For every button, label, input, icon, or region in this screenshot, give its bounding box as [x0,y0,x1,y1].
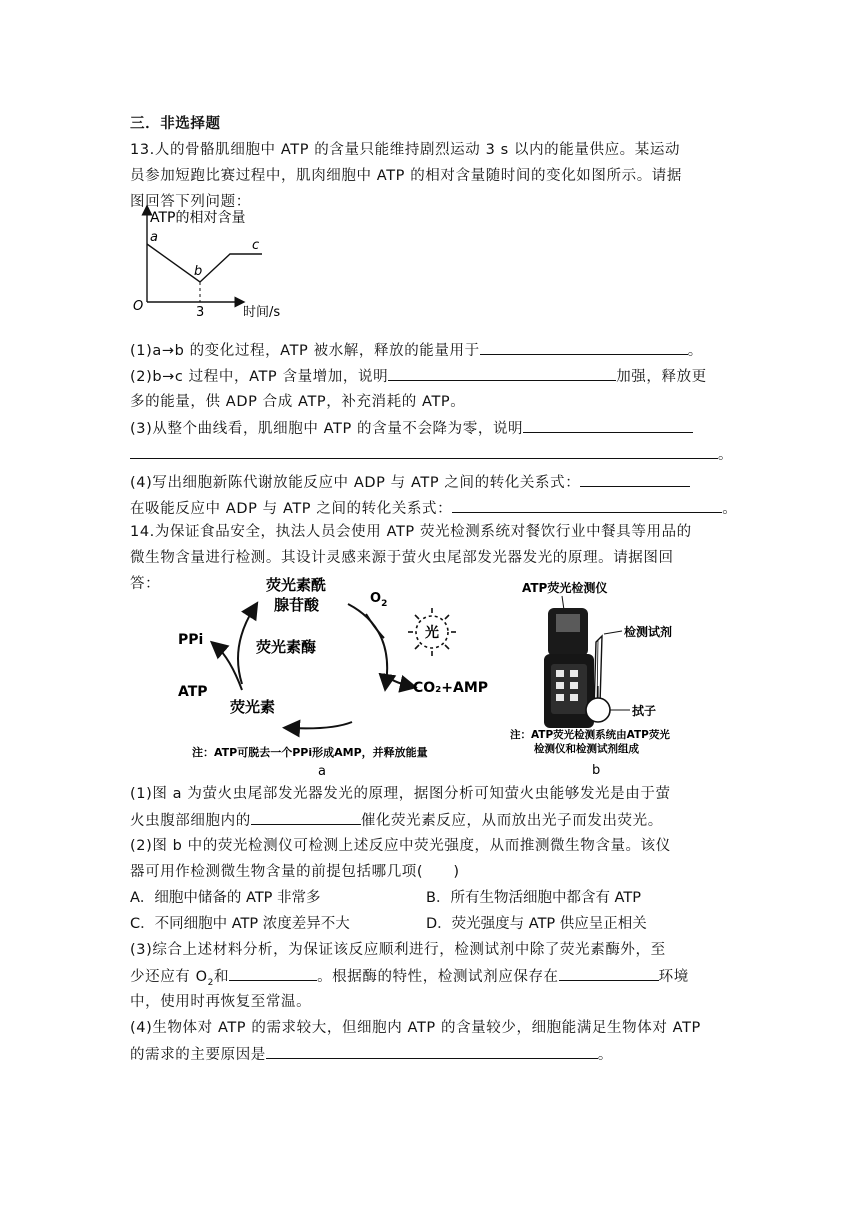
figure-a-luciferase-cycle [170,572,500,780]
q13-part-2-text: (2)b→c 过程中，ATP 含量增加，说明 [130,369,389,385]
q14-stem-line-3: 答： [130,576,161,592]
q13-part-2-mid: 加强，释放更 [616,369,707,385]
q13-part-4-blank-2[interactable] [452,496,722,513]
graph-origin: O [133,299,144,314]
fig-a-top-label-1: 荧光素酰 [266,576,327,594]
q14-part-3-and: 和 [213,969,230,985]
graph-tick-3: 3 [196,305,205,320]
q13-stem-line-2: 员参加短跑比赛过程中，肌肉细胞中 ATP 的相对含量随时间的变化如图所示。请据 [130,168,683,184]
q13-part-3-line-2 [130,442,733,464]
fig-b-caption: b [592,763,601,778]
atp-curve [147,244,262,282]
q14-part-4-end: 。 [597,1047,614,1063]
q14-part-1-line-2 [130,808,663,830]
fig-b-note-line-2: 检测仪和检测试剂组成 [534,743,639,755]
fig-b-device-pointer [562,596,564,610]
q13-part-1-end: 。 [687,343,703,359]
q13-part-3-blank[interactable] [523,416,693,433]
option-c[interactable]: C．不同细胞中 ATP 浓度差异不大 [130,916,350,932]
q13-stem-line-3: 图回答下列问题： [130,194,251,210]
q13-part-1-blank[interactable] [480,338,688,355]
q14-stem-line-2: 微生物含量进行检测。其设计灵感来源于萤火虫尾部发光器发光的原理。请据图回 [130,550,674,566]
fig-a-ppi: PPi [178,632,204,648]
fig-a-caption: a [318,764,326,779]
q14-part-3-line-2 [130,964,689,988]
q14-part-4-line-2 [130,1042,613,1064]
q13-part-1 [130,338,703,360]
graph-point-a: a [150,230,158,245]
fig-a-light-burst [408,608,456,656]
fig-b-reagent-label: 检测试剂 [624,625,673,639]
option-d[interactable]: D．荧光强度与 ATP 供应呈正相关 [426,916,647,932]
q13-part-4-line-2-text: 在吸能反应中 ADP 与 ATP 之间的转化关系式： [130,501,453,517]
q14-stem-line-1: 14.为保证食品安全，执法人员会使用 ATP 荧光检测系统对餐饮行业中餐具等用品的 [130,524,692,540]
q13-part-2-blank[interactable] [388,364,616,381]
q14-part-2-line-1: (2)图 b 中的荧光检测仪可检测上述反应中荧光强度，从而推测微生物含量。该仪 [130,838,671,854]
fig-b-swab-label: 拭子 [632,704,657,718]
q13-part-4-line-2 [130,496,737,518]
fig-b-note-line-1: 注：ATP荧光检测系统由ATP荧光 [510,729,670,741]
fig-a-atp: ATP [178,684,208,700]
q13-part-4-end: 。 [722,501,738,517]
q14-part-3-post: 环境 [658,969,689,985]
q13-part-3 [130,416,693,438]
graph-x-label: 时间/s [243,305,281,320]
q13-part-3-text: (3)从整个曲线看，肌细胞中 ATP 的含量不会降为零，说明 [130,421,524,437]
fig-a-light-label: 光 [425,625,439,641]
q14-part-4-line-1: (4)生物体对 ATP 的需求较大，但细胞内 ATP 的含量较少，细胞能满足生物体对 ATP [130,1020,701,1036]
fig-a-luciferin: 荧光素 [230,698,276,716]
fig-b-reagent-pointer [604,631,622,634]
fig-a-bottom-arrow [290,722,352,728]
fig-a-o2: $O_2$ [370,591,388,609]
q13-part-4-text: (4)写出细胞新陈代谢放能反应中 ADP 与 ATP 之间的转化关系式： [130,475,581,491]
q14-part-2-line-2: 器可用作检测微生物含量的前提包括哪几项( ) [130,864,460,880]
q14-part-3-blank-2[interactable] [559,964,659,981]
q14-part-4-pre: 的需求的主要原因是 [130,1047,266,1063]
atp-time-graph [128,204,288,326]
fig-a-enzyme: 荧光素酶 [256,638,317,656]
graph-point-c: c [252,238,260,253]
q13-part-1-text: (1)a→b 的变化过程，ATP 被水解，释放的能量用于 [130,343,480,359]
fig-a-left-arrow [238,608,254,684]
fig-a-top-label-2: 腺苷酸 [274,596,320,614]
q13-part-4 [130,470,690,492]
option-a[interactable]: A．细胞中储备的 ATP 非常多 [130,890,321,906]
fig-a-products: CO₂+AMP [413,680,489,696]
q14-part-1-pre: 火虫腹部细胞内的 [130,813,251,829]
fig-a-note: 注：ATP可脱去一个PPi形成AMP，并释放能量 [192,746,428,759]
q14-part-3-blank-1[interactable] [229,964,317,981]
graph-point-b: b [194,264,203,279]
fig-a-product-arrow [384,674,410,686]
figure-b-atp-detector [504,576,714,780]
q13-part-2-line-2: 多的能量，供 ADP 合成 ATP，补充消耗的 ATP。 [130,394,466,410]
q13-part-3-blank-2[interactable] [130,442,718,459]
option-b[interactable]: B．所有生物活细胞中都含有 ATP [426,890,641,906]
fig-b-device-label: ATP荧光检测仪 [522,581,608,595]
q14-part-3-line-3: 中，使用时再恢复至常温。 [130,994,312,1010]
q13-stem-line-1: 13.人的骨骼肌细胞中 ATP 的含量只能维持剧烈运动 3 s 以内的能量供应。某运动 [130,142,681,158]
graph-y-label: ATP的相对含量 [150,210,246,226]
q13-part-2 [130,364,707,386]
q14-part-4-blank[interactable] [266,1042,598,1059]
q13-part-4-blank[interactable] [580,470,690,487]
q14-part-3-line-1: (3)综合上述材料分析，为保证该反应顺利进行，检测试剂中除了荧光素酶外，至 [130,942,666,958]
q14-part-3-mid: 。根据酶的特性，检测试剂应保存在 [317,969,559,985]
q14-part-3-sub: 2 [207,977,214,988]
q14-part-1-blank[interactable] [251,808,361,825]
section-title: 三．非选择题 [130,116,221,132]
q14-part-1-post: 催化荧光素反应，从而放出光子而发出荧光。 [360,813,663,829]
q14-part-3-pre: 少还应有 O [130,969,208,985]
q14-part-1-line-1: (1)图 a 为萤火虫尾部发光器发光的原理，据图分析可知萤火虫能够发光是由于萤 [130,786,671,802]
q13-part-3-end: 。 [718,447,734,463]
